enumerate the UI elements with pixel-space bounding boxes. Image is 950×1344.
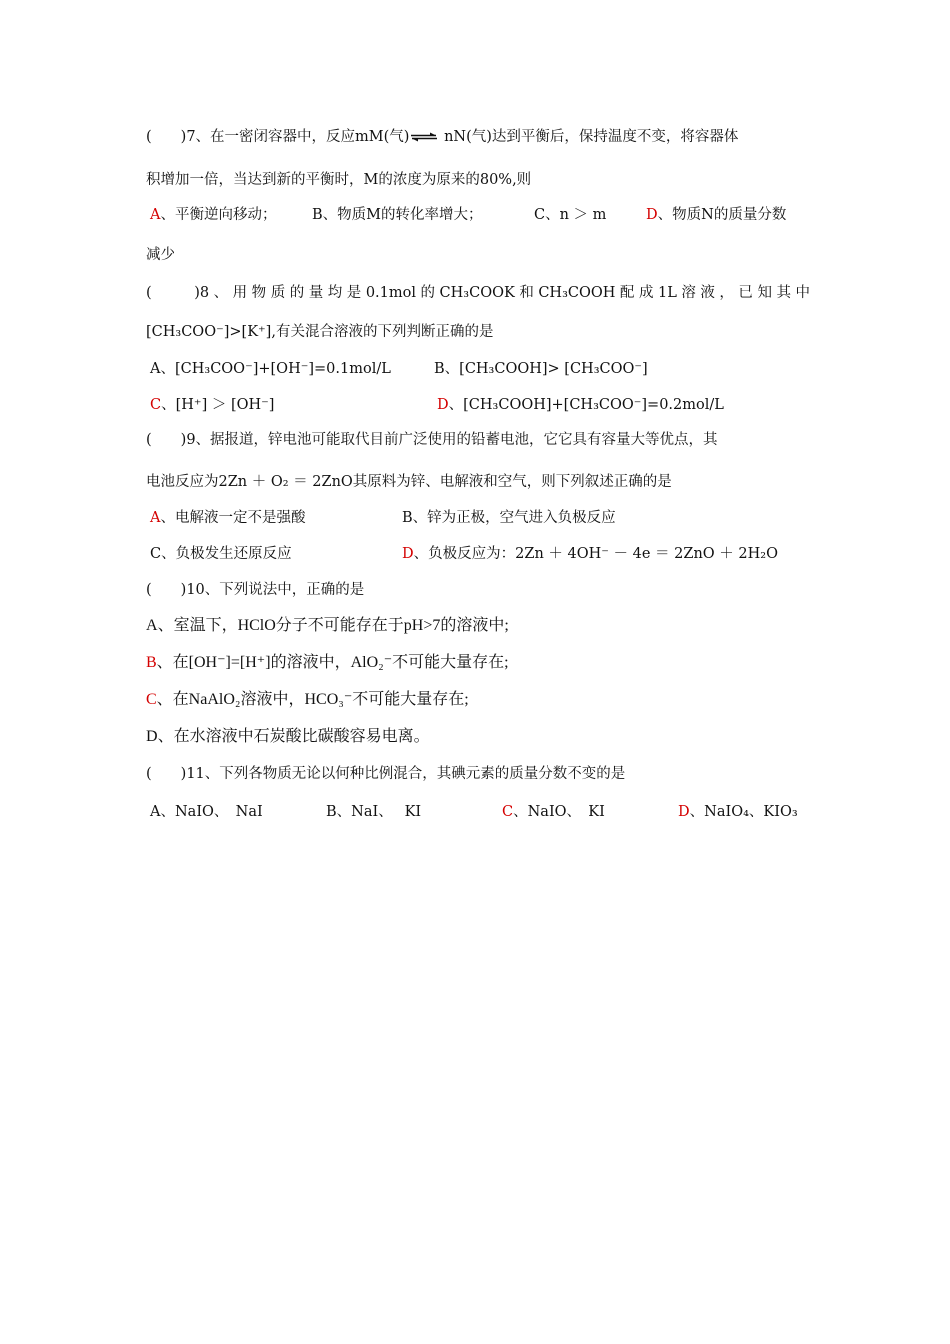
q7-blank: ( )	[146, 129, 187, 145]
q9-option-d: D、负极反应为：2Zn ＋ 4OH⁻ － 4e ＝ 2ZnO ＋ 2H₂O	[402, 546, 778, 562]
q9-blank: ( )	[146, 432, 187, 448]
q10-option-b: B、在[OH⁻]=[H⁺]的溶液中，AlO₂⁻不可能大量存在;	[146, 654, 509, 671]
q10-blank: ( )	[146, 582, 187, 598]
q7-stem-line2: 积增加一倍，当达到新的平衡时，M的浓度为原来的80%,则	[146, 172, 532, 188]
q8-option-c: C、[H⁺] ＞ [OH⁻]	[150, 397, 275, 413]
q7-stem-a: 7、在一密闭容器中，反应mM(气)	[186, 129, 410, 145]
q8-blank: ( )	[146, 285, 200, 301]
q7-tail: 减少	[146, 247, 175, 263]
q10-option-d: D、在水溶液中石炭酸比碳酸容易电离。	[146, 728, 430, 745]
q10-option-c: C、在NaAlO₂溶液中，HCO₃⁻不可能大量存在;	[146, 691, 469, 708]
q9-stem-line2: 电池反应为2Zn ＋ O₂ ＝ 2ZnO其原料为锌、电解液和空气，则下列叙述正确的是	[146, 474, 672, 490]
q7-stem-b: nN(气)达到平衡后，保持温度不变，将容器体	[439, 129, 739, 145]
q10-option-a: A、室温下，HClO分子不可能存在于pH>7的溶液中;	[146, 617, 509, 634]
q7-option-c: C、n ＞ m	[534, 207, 607, 223]
equilibrium-arrow-icon	[409, 132, 439, 142]
q11-option-b: B、NaI、 KI	[326, 804, 422, 820]
q8-stem-line1	[146, 283, 810, 303]
q7-stem-line1	[146, 127, 810, 147]
q7-option-d: D、物质N的质量分数	[646, 207, 787, 223]
q11-blank: ( )	[146, 766, 187, 782]
q11-option-a: A、NaIO、 NaI	[150, 804, 263, 820]
q8-stem: 8、用物质的量均是0.1mol的CH₃COOK和CH₃COOH配成1L溶液，已知其中	[199, 285, 810, 301]
q9-stem-line1	[146, 430, 810, 450]
q9-option-c: C、负极发生还原反应	[150, 546, 292, 562]
q7-option-b: B、物质M的转化率增大；	[312, 207, 483, 223]
q9-stem: 9、据报道，锌电池可能取代目前广泛使用的铅蓄电池，它它具有容量大等优点，其	[186, 432, 718, 448]
q8-option-b: B、[CH₃COOH]> [CH₃COO⁻]	[434, 361, 648, 377]
q9-option-a: A、电解液一定不是强酸	[150, 510, 306, 526]
q7-option-a: A、平衡逆向移动；	[150, 207, 277, 223]
q8-option-d: D、[CH₃COOH]+[CH₃COO⁻]=0.2mol/L	[437, 397, 724, 413]
q8-option-a: A、[CH₃COO⁻]+[OH⁻]=0.1mol/L	[150, 361, 391, 377]
q11-option-c: C、NaIO、 KI	[502, 804, 605, 820]
q11-stem: ( )11、下列各物质无论以何种比例混合，其碘元素的质量分数不变的是	[146, 766, 626, 782]
q10-stem: ( )10、下列说法中，正确的是	[146, 582, 365, 598]
q8-stem-line2: [CH₃COO⁻]>[K⁺],有关混合溶液的下列判断正确的是	[146, 324, 494, 340]
q11-option-d: D、NaIO₄、KIO₃	[678, 804, 798, 820]
q9-option-b: B、锌为正极，空气进入负极反应	[402, 510, 616, 526]
